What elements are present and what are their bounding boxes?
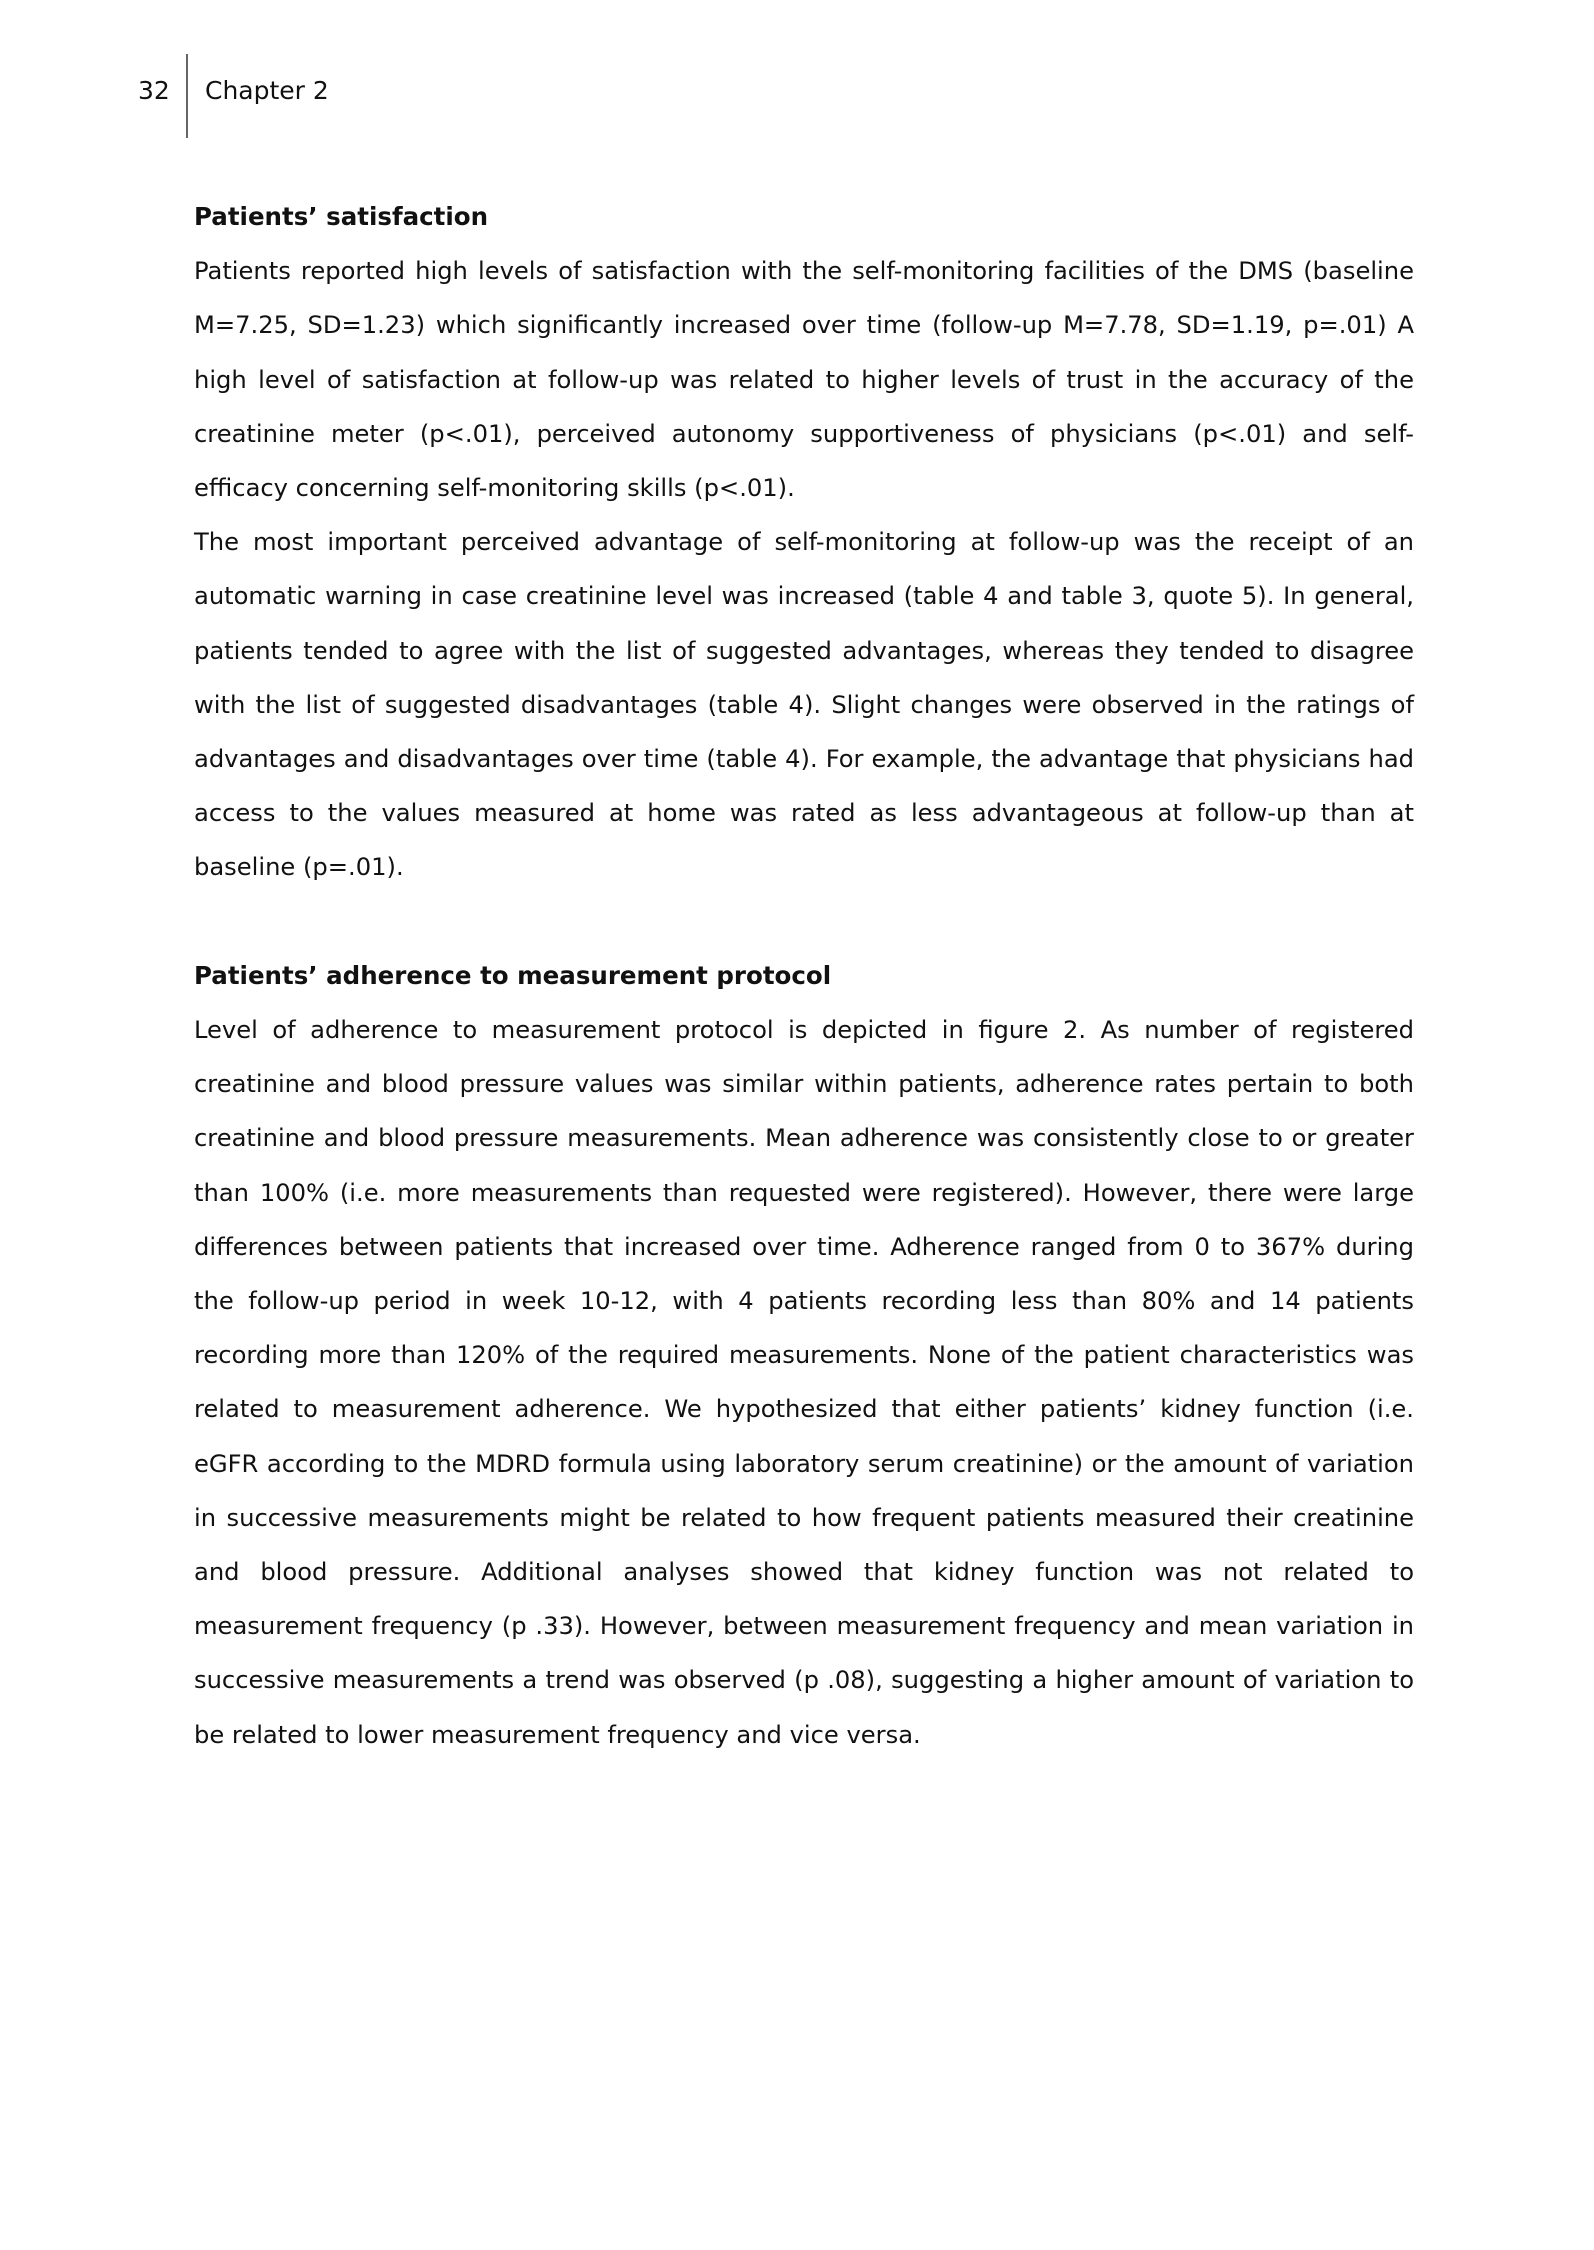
- page-header: [120, 70, 620, 138]
- chapter-title: Chapter 2: [205, 76, 329, 105]
- section-heading-satisfaction: Patients’ satisfaction: [194, 202, 489, 231]
- page-content: [194, 190, 1414, 1762]
- paragraph-satisfaction-results: Patients reported high levels of satisfaction with the self-monitoring facilities of the DMS (baseline M=7.25, SD=1.23) which significantly increased over time (follow-up M=7.78, SD=1.19, p=.01) A high level of satisfaction at follow-up was related to higher levels of trust in the accuracy of the creatinine meter (p<.01), perceived autonomy supportiveness of physicians (p<.01) and self-efficacy concerning self-monitoring skills (p<.01).: [194, 257, 1414, 503]
- header-divider: [186, 54, 188, 138]
- page-number: 32: [138, 76, 170, 105]
- section-heading-adherence: Patients’ adherence to measurement protocol: [194, 960, 832, 990]
- paragraph-adherence: Level of adherence to measurement protocol is depicted in figure 2. As number of registered creatinine and blood pressure values was similar within patients, adherence rates pertain to both creatinine and blood pressure measurements. Mean adherence was consistently close to or greater than 100% (i.e. more measurements than requested were registered). However, there were large differences between patients that increased over time. Adherence ranged from 0 to 367% during the follow-up period in week 10-12, with 4 patients recording less than 80% and 14 patients recording more than 120% of the required measurements. None of the patient characteristics was related to measurement adherence. We hypothesized that either patients’ kidney function (i.e. eGFR according to the MDRD formula using laboratory serum creatinine) or the amount of variation in successive measurements might be related to how frequent patients measured their creatinine and blood pressure. Additional analyses showed that kidney function was not related to measurement frequency (p .33). However, between measurement frequency and mean variation in successive measurements a trend was observed (p .08), suggesting a higher amount of variation to be related to lower measurement frequency and vice versa.: [194, 1016, 1414, 1749]
- paragraph-advantages: The most important perceived advantage of self-monitoring at follow-up was the receipt of an automatic warning in case creatinine level was increased (table 4 and table 3, quote 5). In general, patients tended to agree with the list of suggested advantages, whereas they tended to disagree with the list of suggested disadvantages (table 4). Slight changes were observed in the ratings of advantages and disadvantages over time (table 4). For example, the advantage that physicians had access to the values measured at home was rated as less advantageous at follow-up than at baseline (p=.01).: [194, 528, 1414, 882]
- section-spacer: [194, 895, 1414, 949]
